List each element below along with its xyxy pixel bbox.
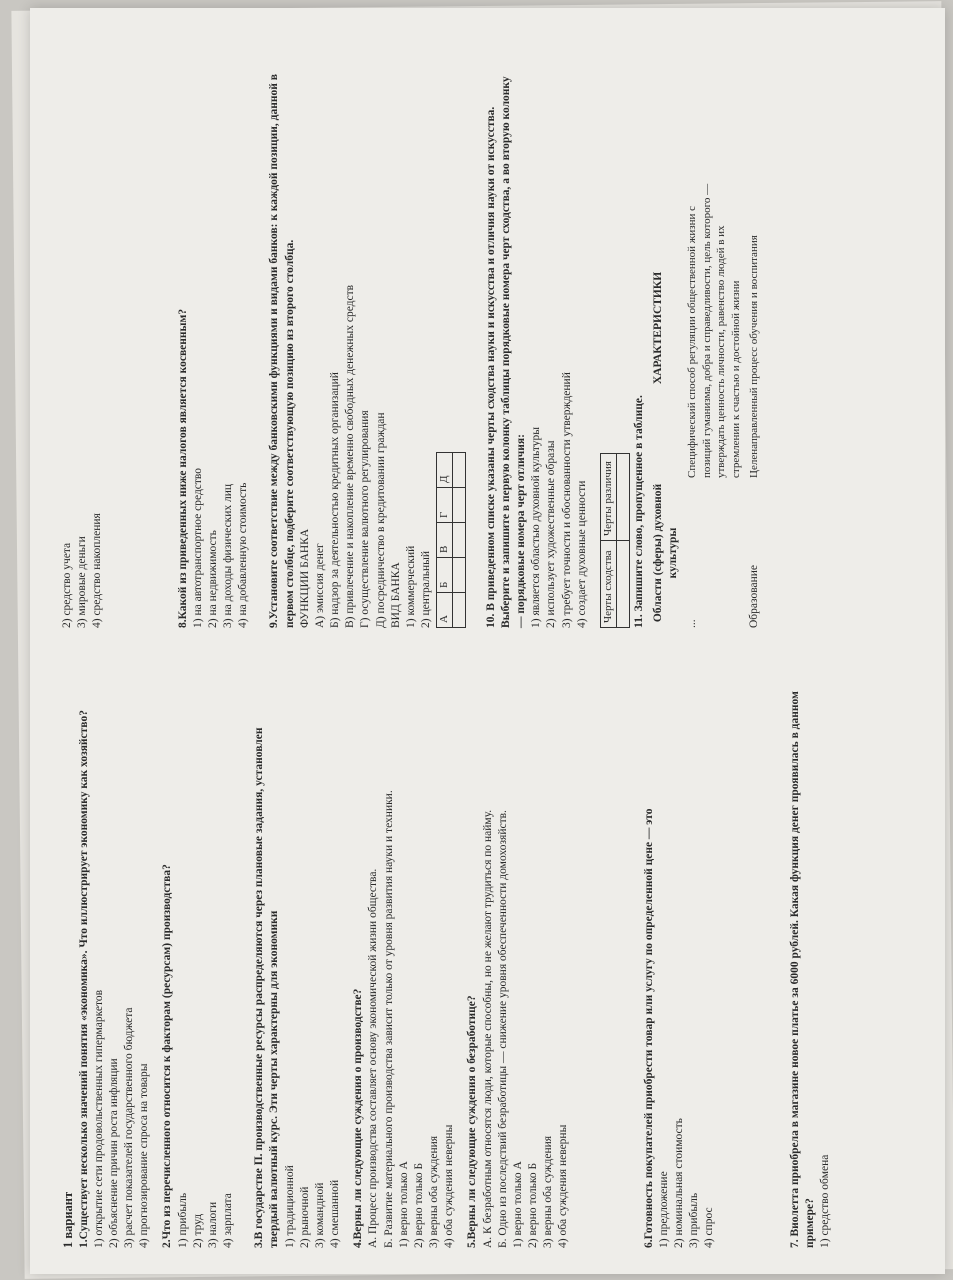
statement-a: А. К безработным относятся люди, которые способны, но не желают трудиться по найму. [481, 809, 494, 1248]
left-column [60, 688, 833, 1248]
answer-letter: Д [437, 453, 453, 488]
answer-table-9 [436, 452, 466, 628]
option: 3) командной [313, 1182, 326, 1248]
option: 1) предложение [657, 1171, 670, 1248]
question-8: 8.Какой из приведенных ниже налогов является косвенным? [176, 308, 189, 628]
functions-header: ФУНКЦИИ БАНКА [298, 528, 311, 628]
option: 1) верно только А [511, 1161, 524, 1248]
question-7-options-cont [60, 68, 106, 628]
type-item: 2) центральный [420, 550, 433, 628]
option: 3) на доходы физических лиц [222, 483, 235, 628]
option: 3) верны оба суждения [428, 1135, 441, 1248]
option: 1) на автотранспортное средство [191, 467, 204, 628]
worksheet-paper [30, 8, 945, 1274]
answer-cell[interactable] [452, 453, 465, 488]
option: 4) смешанной [329, 1179, 342, 1248]
row-right: Целенаправленный процесс обучения и воспитания [748, 235, 761, 478]
answer-letter: А [437, 593, 453, 628]
table-header: Черты различия [600, 454, 616, 541]
function-item: В) привлечение и накопление временно свободных денежных средств [344, 284, 357, 628]
function-item: Г) осуществление валютного регулирования [359, 410, 372, 628]
row-left: ... [686, 619, 699, 628]
rotated-content [60, 48, 920, 1248]
answer-cell[interactable] [616, 541, 629, 628]
answer-cell[interactable] [452, 593, 465, 628]
option: 4) на добавленную стоимость [237, 482, 250, 628]
option: 2) на недвижимость [206, 530, 219, 628]
answer-cell[interactable] [452, 488, 465, 523]
question-10: 10. В приведенном списке указаны черты сходства науки и искусства и отличия науки от искусства. Выберите и запишите в первую колонку таблицы порядковые номера черт сходства, а во вторую колонку — порядковые номера черт отличия: [484, 76, 528, 628]
q11-row-2 [747, 68, 762, 628]
question-1-options [92, 688, 153, 1248]
option: 2) верно только Б [412, 1162, 425, 1248]
option: 1) прибыль [176, 1192, 189, 1248]
statement-b: Б. Одно из последствий безработицы — снижение уровня обеспеченности домохозяйств. [496, 810, 509, 1248]
type-item: 1) коммерческий [404, 545, 417, 628]
option: 1) верно только А [397, 1161, 410, 1248]
answer-table-10 [600, 453, 630, 628]
question-5-options [511, 688, 572, 1248]
option: 1) средство обмена [818, 1154, 831, 1248]
question-9: 9.Установите соответствие между банковскими функциями и видами банков: к каждой позиции, данной в первом столбце, подберите соответствующую позицию из второго столбца. [268, 74, 296, 628]
question-6-options [657, 688, 718, 1248]
statement-a: А. Процесс производства составляет основу экономической жизни общества. [367, 868, 380, 1248]
function-item: А) эмиссия денег [313, 543, 326, 628]
option: 4) оба суждения неверны [443, 1124, 456, 1248]
option: 2) труд [191, 1213, 204, 1248]
option: 3) расчет показателей государственного бюджета [123, 1007, 136, 1248]
option: 1) является областью духовной культуры [530, 427, 543, 628]
option: 4) прогнозирование спроса на товары [138, 1063, 151, 1248]
functions-list [313, 68, 389, 628]
answer-letter: Б [437, 558, 453, 593]
answer-cell[interactable] [452, 523, 465, 558]
question-4: 4.Верны ли следующие суждения о производстве? [352, 988, 365, 1248]
answer-letter: В [437, 523, 453, 558]
question-5: 5.Верны ли следующие суждения о безработице? [466, 995, 479, 1248]
question-1: 1.Существует несколько значений понятия «экономика». Что иллюстрирует экономику как хозяйство? [77, 710, 90, 1248]
question-3: 3.В государстве П. производственные ресурсы распределяются через плановые задания, установлен твердый валютный курс. Эти черты характерны для экономики [253, 727, 281, 1248]
q11-table-header [651, 68, 681, 628]
answer-letter: Г [437, 488, 453, 523]
option: 4) зарплата [222, 1193, 235, 1248]
option: 2) использует художественные образы [545, 440, 558, 628]
function-item: Д) посредничество в кредитовании граждан [374, 412, 387, 628]
option: 4) оба суждения неверны [557, 1124, 570, 1248]
question-4-options [397, 688, 458, 1248]
variant-title: 1 вариант [61, 1191, 75, 1248]
answer-cell[interactable] [616, 454, 629, 541]
option: 2) номинальная стоимость [673, 1118, 685, 1248]
question-2: 2.Что из перечисленного относится к факторам (ресурсам) производства? [161, 864, 174, 1248]
q11-row-1 [685, 68, 743, 628]
types-header: ВИД БАНКА [389, 562, 402, 628]
option: 3) мировые деньги [76, 536, 89, 628]
question-3-options [283, 688, 344, 1248]
option: 4) средство накопления [91, 513, 104, 628]
answer-cell[interactable] [452, 558, 465, 593]
row-left: Образование [748, 564, 761, 628]
option: 2) объяснение причин роста инфляции [107, 1058, 120, 1248]
right-column [60, 68, 762, 628]
row-right: Специфический способ регуляции общественной жизни с позиций гуманизма, добра и справедливости, цель которого — утверждать ценность личности, равенство людей в их стремлении к счастью и достойной жизни [686, 183, 742, 478]
option: 4) спрос [703, 1207, 716, 1248]
option: 3) верны оба суждения [542, 1135, 555, 1248]
option: 2) средство учета [61, 542, 73, 628]
col1-header: Области (сферы) духовной культуры [651, 483, 679, 623]
question-6: 6.Готовность покупателей приобрести товар или услугу по определенной цене — это [642, 808, 655, 1248]
option: 3) прибыль [688, 1192, 701, 1248]
option: 3) требует точности и обоснованности утверждений [560, 372, 573, 628]
question-8-options [191, 68, 252, 628]
option: 2) рыночной [298, 1186, 311, 1248]
function-item: Б) надзор за деятельностью кредитных организаций [329, 372, 342, 628]
option: 2) верно только Б [527, 1162, 540, 1248]
option: 3) налоги [206, 1201, 219, 1248]
option: 4) создает духовные ценности [575, 480, 588, 628]
option: 1) традиционной [283, 1165, 296, 1248]
option: 1) открытие сети продовольственных гипермаркетов [92, 989, 105, 1248]
question-2-options [176, 688, 237, 1248]
question-7: 7. Виолетта приобрела в магазине новое платье за 6000 рублей. Какая функция денег проявилась в данном примере? [788, 691, 816, 1248]
col2-header: ХАРАКТЕРИСТИКИ [651, 271, 664, 385]
question-10-options [529, 68, 590, 628]
table-header: Черты сходства [600, 541, 616, 628]
question-11: 11. Запишите слово, пропущенное в таблице. [632, 395, 645, 628]
statement-b: Б. Развитие материального производства зависит только от уровня развития науки и техники. [382, 790, 395, 1248]
